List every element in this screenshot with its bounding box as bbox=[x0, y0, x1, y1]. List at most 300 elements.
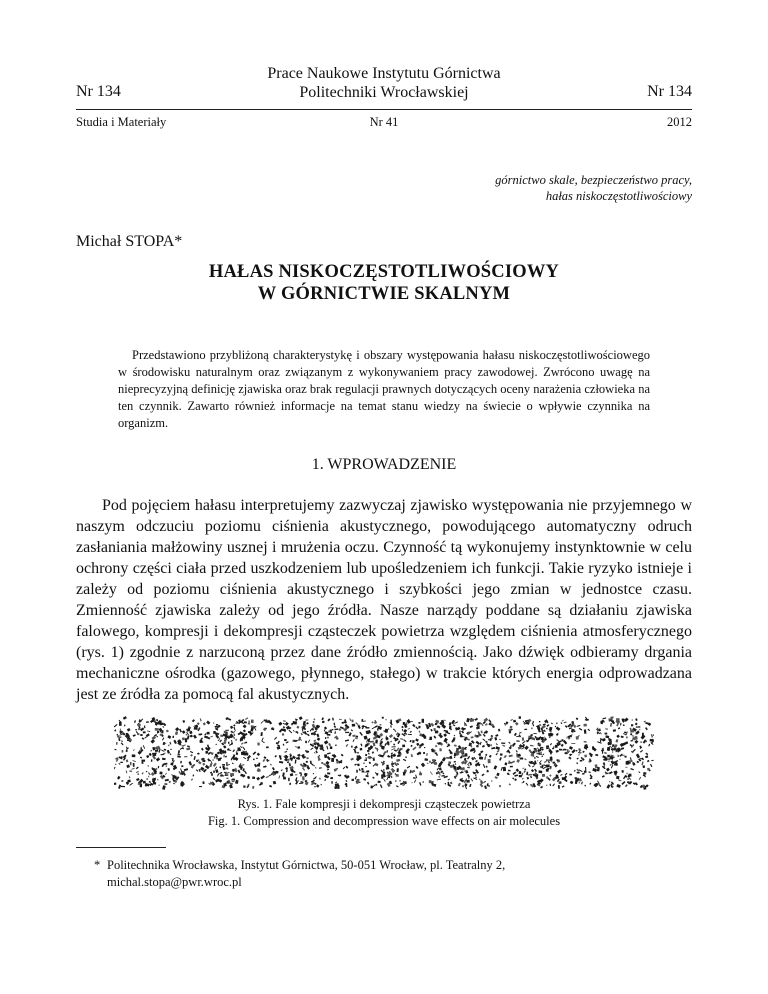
air-molecule bbox=[609, 771, 613, 774]
air-molecule bbox=[408, 728, 410, 730]
air-molecule bbox=[155, 728, 159, 731]
air-molecule bbox=[510, 726, 513, 729]
air-molecule bbox=[334, 731, 336, 734]
air-molecule bbox=[538, 728, 541, 732]
air-molecule bbox=[638, 726, 641, 727]
air-molecule bbox=[257, 743, 259, 746]
air-molecule bbox=[230, 773, 234, 776]
air-molecule bbox=[283, 720, 286, 722]
air-molecule bbox=[392, 753, 396, 757]
air-molecule bbox=[247, 776, 250, 779]
air-molecule bbox=[437, 725, 441, 728]
air-molecule bbox=[338, 775, 340, 776]
air-molecule bbox=[519, 771, 522, 774]
air-molecule bbox=[462, 736, 466, 738]
air-molecule bbox=[219, 738, 220, 740]
air-molecule bbox=[165, 779, 169, 782]
series-name: Studia i Materiały bbox=[76, 115, 167, 129]
air-molecule bbox=[319, 777, 321, 779]
air-molecule bbox=[150, 750, 152, 752]
air-molecule bbox=[572, 723, 575, 725]
air-molecule bbox=[444, 783, 446, 785]
air-molecule bbox=[313, 773, 314, 775]
air-molecule bbox=[516, 736, 519, 737]
air-molecule bbox=[455, 727, 458, 730]
air-molecule bbox=[245, 717, 248, 720]
air-molecule bbox=[456, 748, 459, 750]
air-molecule bbox=[424, 747, 426, 749]
air-molecule bbox=[334, 786, 337, 789]
air-molecule bbox=[645, 727, 648, 730]
air-molecule bbox=[148, 776, 150, 778]
air-molecule bbox=[228, 718, 231, 721]
air-molecule bbox=[137, 773, 139, 775]
air-molecule bbox=[257, 768, 261, 772]
air-molecule bbox=[380, 724, 382, 725]
air-molecule bbox=[149, 753, 152, 756]
air-molecule bbox=[449, 722, 452, 726]
air-molecule bbox=[396, 785, 399, 787]
air-molecule bbox=[350, 758, 354, 761]
air-molecule bbox=[215, 767, 217, 770]
air-molecule bbox=[403, 722, 405, 725]
air-molecule bbox=[324, 729, 325, 731]
air-molecule bbox=[631, 719, 633, 720]
air-molecule bbox=[542, 774, 545, 777]
air-molecule bbox=[172, 736, 174, 738]
air-molecule bbox=[404, 733, 407, 735]
air-molecule bbox=[147, 765, 149, 767]
air-molecule bbox=[182, 737, 185, 740]
air-molecule bbox=[232, 749, 235, 752]
air-molecule bbox=[115, 764, 116, 765]
air-molecule bbox=[175, 727, 179, 731]
air-molecule bbox=[121, 786, 125, 787]
air-molecule bbox=[235, 768, 237, 772]
air-molecule bbox=[182, 730, 186, 734]
air-molecule bbox=[578, 748, 581, 752]
air-molecule bbox=[331, 781, 333, 784]
air-molecule bbox=[173, 740, 177, 744]
air-molecule bbox=[410, 770, 411, 773]
air-molecule bbox=[143, 731, 146, 733]
air-molecule bbox=[604, 752, 607, 754]
footnote-mark: * bbox=[94, 858, 101, 872]
air-molecule bbox=[595, 764, 598, 768]
air-molecule bbox=[514, 778, 517, 781]
air-molecule bbox=[207, 745, 209, 749]
air-molecule bbox=[526, 740, 528, 743]
air-molecule bbox=[453, 764, 454, 767]
air-molecule bbox=[210, 736, 213, 738]
air-molecule bbox=[366, 770, 369, 772]
air-molecule bbox=[508, 770, 511, 772]
air-molecule bbox=[411, 770, 415, 773]
air-molecule bbox=[611, 784, 613, 788]
air-molecule bbox=[522, 778, 524, 780]
air-molecule bbox=[256, 758, 258, 759]
air-molecule bbox=[565, 725, 568, 728]
air-molecule bbox=[629, 760, 633, 762]
air-molecule bbox=[607, 747, 610, 751]
air-molecule bbox=[461, 767, 465, 770]
air-molecule bbox=[216, 724, 218, 725]
air-molecule bbox=[213, 722, 215, 723]
air-molecule bbox=[524, 758, 526, 760]
air-molecule bbox=[336, 759, 339, 762]
air-molecule bbox=[146, 755, 149, 758]
air-molecule bbox=[363, 778, 366, 781]
air-molecule bbox=[312, 728, 314, 731]
air-molecule bbox=[543, 764, 546, 766]
air-molecule bbox=[150, 739, 155, 744]
air-molecule bbox=[226, 772, 229, 774]
air-molecule bbox=[537, 760, 538, 761]
air-molecule bbox=[538, 770, 542, 773]
air-molecule bbox=[355, 776, 357, 779]
air-molecule bbox=[119, 722, 122, 726]
air-molecule bbox=[516, 750, 518, 752]
air-molecule bbox=[607, 755, 610, 758]
air-molecule bbox=[584, 770, 587, 773]
air-molecule bbox=[372, 751, 374, 754]
air-molecule bbox=[378, 781, 381, 783]
air-molecule bbox=[234, 757, 238, 761]
air-molecule bbox=[483, 764, 485, 768]
air-molecule bbox=[541, 756, 543, 757]
air-molecule bbox=[422, 781, 424, 783]
air-molecule bbox=[550, 743, 552, 745]
air-molecule bbox=[562, 777, 566, 780]
air-molecule bbox=[357, 725, 360, 729]
air-molecule bbox=[624, 756, 626, 758]
air-molecule bbox=[345, 732, 349, 733]
air-molecule bbox=[497, 750, 500, 753]
air-molecule bbox=[219, 740, 222, 743]
air-molecule bbox=[220, 775, 223, 777]
air-molecule bbox=[611, 748, 613, 750]
air-molecule bbox=[184, 768, 188, 771]
air-molecule bbox=[650, 764, 653, 767]
air-molecule bbox=[524, 746, 528, 750]
air-molecule bbox=[140, 727, 144, 731]
air-molecule bbox=[630, 768, 634, 770]
air-molecule bbox=[444, 730, 448, 732]
air-molecule bbox=[412, 746, 416, 750]
air-molecule bbox=[514, 774, 518, 776]
air-molecule bbox=[610, 723, 612, 727]
air-molecule bbox=[585, 767, 586, 771]
air-molecule bbox=[352, 724, 355, 727]
air-molecule bbox=[114, 767, 116, 771]
air-molecule bbox=[190, 754, 193, 757]
air-molecule bbox=[129, 770, 132, 772]
air-molecule bbox=[581, 781, 583, 784]
air-molecule bbox=[237, 781, 239, 784]
air-molecule bbox=[305, 720, 308, 721]
air-molecule bbox=[454, 735, 456, 737]
air-molecule bbox=[363, 763, 364, 764]
air-molecule bbox=[124, 725, 126, 727]
air-molecule bbox=[235, 739, 237, 741]
air-molecule bbox=[147, 731, 150, 733]
air-molecule bbox=[539, 747, 542, 751]
air-molecule bbox=[307, 731, 309, 732]
air-molecule bbox=[605, 735, 609, 738]
air-molecule bbox=[410, 731, 412, 733]
air-molecule bbox=[440, 770, 443, 773]
air-molecule bbox=[247, 759, 249, 761]
air-molecule bbox=[212, 777, 215, 780]
air-molecule bbox=[169, 753, 171, 755]
air-molecule bbox=[560, 774, 563, 776]
air-molecule bbox=[391, 746, 395, 747]
air-molecule bbox=[190, 735, 193, 738]
air-molecule bbox=[278, 775, 280, 778]
air-molecule bbox=[293, 730, 295, 732]
air-molecule bbox=[608, 738, 611, 742]
air-molecule bbox=[435, 745, 438, 747]
air-molecule bbox=[570, 781, 574, 785]
air-molecule bbox=[642, 733, 644, 737]
air-molecule bbox=[496, 773, 499, 777]
air-molecule bbox=[414, 779, 416, 782]
air-molecule bbox=[561, 739, 563, 741]
air-molecule bbox=[179, 743, 181, 745]
air-molecule bbox=[300, 773, 302, 776]
air-molecule bbox=[554, 763, 556, 766]
air-molecule bbox=[114, 749, 116, 750]
air-molecule bbox=[562, 749, 563, 751]
air-molecule bbox=[485, 741, 488, 744]
air-molecule bbox=[284, 758, 287, 761]
air-molecule bbox=[494, 776, 497, 779]
air-molecule bbox=[299, 716, 303, 720]
air-molecule bbox=[241, 742, 244, 745]
air-molecule bbox=[515, 722, 519, 726]
air-molecule bbox=[355, 722, 358, 725]
air-molecule bbox=[140, 757, 142, 759]
air-molecule bbox=[541, 748, 543, 751]
air-molecule bbox=[282, 772, 285, 776]
air-molecule bbox=[317, 737, 321, 741]
air-molecule bbox=[616, 784, 620, 788]
air-molecule bbox=[352, 735, 355, 737]
air-molecule bbox=[345, 783, 347, 787]
air-molecule bbox=[284, 739, 287, 741]
air-molecule bbox=[385, 719, 387, 720]
air-molecule bbox=[390, 725, 392, 728]
air-molecule bbox=[564, 749, 567, 751]
air-molecule bbox=[308, 739, 311, 742]
air-molecule bbox=[133, 749, 135, 751]
air-molecule bbox=[391, 752, 393, 754]
air-molecule bbox=[320, 744, 323, 747]
air-molecule bbox=[385, 729, 388, 733]
air-molecule bbox=[505, 721, 508, 724]
air-molecule bbox=[169, 781, 171, 784]
air-molecule bbox=[648, 744, 650, 747]
air-molecule bbox=[215, 734, 219, 738]
air-molecule bbox=[132, 754, 136, 757]
air-molecule bbox=[213, 771, 215, 773]
air-molecule bbox=[297, 726, 300, 729]
air-molecule bbox=[341, 754, 344, 757]
air-molecule bbox=[522, 741, 526, 744]
air-molecule bbox=[257, 753, 260, 756]
air-molecule bbox=[620, 723, 621, 726]
air-molecule bbox=[532, 723, 534, 727]
air-molecule bbox=[306, 722, 309, 725]
paper-title-line1: HAŁAS NISKOCZĘSTOTLIWOŚCIOWY bbox=[208, 262, 560, 282]
air-molecule bbox=[391, 776, 392, 778]
air-molecule bbox=[345, 739, 349, 741]
air-molecule bbox=[131, 768, 135, 770]
air-molecule bbox=[432, 759, 435, 761]
air-molecule bbox=[491, 780, 492, 781]
air-molecule bbox=[233, 737, 235, 739]
air-molecule bbox=[530, 776, 532, 778]
air-molecule bbox=[403, 729, 407, 733]
air-molecule bbox=[117, 776, 121, 780]
air-molecule bbox=[126, 771, 128, 774]
air-molecule bbox=[395, 773, 396, 774]
air-molecule bbox=[409, 740, 411, 742]
air-molecule bbox=[557, 769, 562, 773]
air-molecule bbox=[118, 785, 121, 789]
air-molecule bbox=[352, 720, 354, 723]
air-molecule bbox=[283, 723, 285, 725]
air-molecule bbox=[121, 742, 124, 745]
air-molecule bbox=[356, 780, 359, 784]
air-molecule bbox=[531, 769, 534, 772]
air-molecule bbox=[297, 780, 299, 781]
air-molecule bbox=[263, 766, 266, 768]
air-molecule bbox=[295, 760, 297, 764]
air-molecule bbox=[391, 768, 396, 773]
air-molecule bbox=[516, 740, 519, 742]
air-molecule bbox=[416, 766, 419, 769]
air-molecule bbox=[142, 772, 144, 774]
air-molecule bbox=[266, 746, 269, 748]
air-molecule bbox=[301, 733, 303, 736]
air-molecule bbox=[275, 771, 278, 774]
air-molecule bbox=[324, 779, 326, 781]
air-molecule bbox=[129, 776, 131, 778]
air-molecule bbox=[419, 782, 421, 786]
air-molecule bbox=[632, 749, 636, 753]
air-molecule bbox=[626, 736, 628, 738]
air-molecule bbox=[240, 739, 241, 742]
air-molecule bbox=[411, 782, 412, 784]
air-molecule bbox=[133, 734, 136, 736]
air-molecule bbox=[202, 781, 204, 784]
air-molecule bbox=[210, 760, 213, 764]
air-molecule bbox=[332, 718, 334, 721]
air-molecule bbox=[373, 742, 376, 746]
air-molecule bbox=[546, 776, 548, 778]
air-molecule bbox=[504, 755, 506, 756]
air-molecule bbox=[450, 782, 452, 785]
air-molecule bbox=[484, 758, 485, 760]
air-molecule bbox=[504, 757, 506, 758]
air-molecule bbox=[531, 737, 535, 741]
air-molecule bbox=[475, 777, 477, 778]
air-molecule bbox=[189, 731, 192, 734]
air-molecule bbox=[468, 767, 470, 769]
air-molecule bbox=[642, 785, 644, 788]
air-molecule bbox=[367, 782, 369, 785]
air-molecule bbox=[283, 777, 285, 780]
air-molecule bbox=[403, 739, 406, 742]
air-molecule bbox=[583, 724, 586, 727]
air-molecule bbox=[126, 733, 129, 735]
air-molecule bbox=[525, 729, 526, 730]
air-molecule bbox=[602, 755, 606, 758]
air-molecule bbox=[226, 778, 228, 779]
air-molecule bbox=[321, 762, 323, 764]
air-molecule bbox=[401, 726, 403, 728]
air-molecule bbox=[303, 754, 305, 757]
air-molecule bbox=[475, 774, 476, 776]
air-molecule bbox=[577, 772, 580, 774]
air-molecule bbox=[373, 758, 375, 761]
air-molecule bbox=[579, 782, 581, 783]
air-molecule bbox=[137, 724, 140, 726]
air-molecule bbox=[393, 743, 395, 745]
air-molecule bbox=[134, 720, 136, 723]
air-molecule bbox=[618, 779, 621, 781]
air-molecule bbox=[185, 738, 187, 742]
air-molecule bbox=[186, 728, 190, 732]
air-molecule bbox=[494, 765, 498, 769]
air-molecule bbox=[419, 752, 421, 754]
air-molecule bbox=[212, 759, 213, 760]
air-molecule bbox=[496, 743, 498, 745]
air-molecule bbox=[448, 779, 451, 781]
air-molecule bbox=[426, 753, 428, 756]
air-molecule bbox=[188, 761, 192, 765]
air-molecule bbox=[250, 727, 254, 732]
air-molecule bbox=[169, 742, 171, 745]
air-molecule bbox=[182, 720, 185, 723]
air-molecule bbox=[402, 745, 405, 748]
air-molecule bbox=[402, 729, 404, 731]
air-molecule bbox=[354, 746, 358, 749]
air-molecule bbox=[396, 733, 397, 735]
air-molecule bbox=[379, 754, 384, 757]
keywords-line2: hałas niskoczęstotliwościowy bbox=[545, 189, 692, 203]
air-molecule bbox=[310, 762, 314, 766]
air-molecule bbox=[375, 784, 377, 786]
air-molecule bbox=[372, 727, 376, 730]
air-molecule bbox=[605, 733, 608, 735]
air-molecule bbox=[424, 758, 428, 761]
air-molecule bbox=[608, 761, 610, 762]
air-molecule bbox=[509, 730, 511, 731]
air-molecule bbox=[289, 766, 294, 770]
keywords bbox=[495, 172, 692, 204]
air-molecule bbox=[240, 746, 242, 748]
air-molecule bbox=[172, 758, 174, 759]
body-paragraph: Pod pojęciem hałasu interpretujemy zazwyczaj zjawisko występowania nie przyjemnego w naszym odczuciu poziomu ciśnienia akustycznego, powodującego automatyczny odruch zasłaniania małżowiny usznej i mrużenia oczu. Czynność tą wykonujemy instynktownie w celu ochrony części ciała przed uszkodzeniem lub upośledzeniem ich funkcji. Takie ryzyko istnieje i zależy od poziomu ciśnienia akustycznego i szybkości jego zmian w jednostce czasu. Zmienność zjawiska zależy od jego źródła. Nasze narządy poddane są działaniu zjawiska falowego, kompresji i dekompresji cząsteczek powietrza względem ciśnienia atmosferycznego (rys. 1) zgodnie z narzuconą przez dane źródło zmiennością. Jako dźwięk odbieramy drgania mechaniczne ośrodka (gazowego, płynnego, stałego) w trakcie których energia odprowadzana jest ze źródła za pomocą fal akustycznych. bbox=[76, 497, 692, 703]
air-molecule bbox=[520, 758, 524, 760]
air-molecule bbox=[175, 731, 178, 735]
air-molecule bbox=[442, 772, 444, 774]
header-left-number: Nr 134 bbox=[76, 83, 121, 100]
air-molecule bbox=[392, 761, 394, 763]
air-molecule bbox=[576, 750, 578, 752]
